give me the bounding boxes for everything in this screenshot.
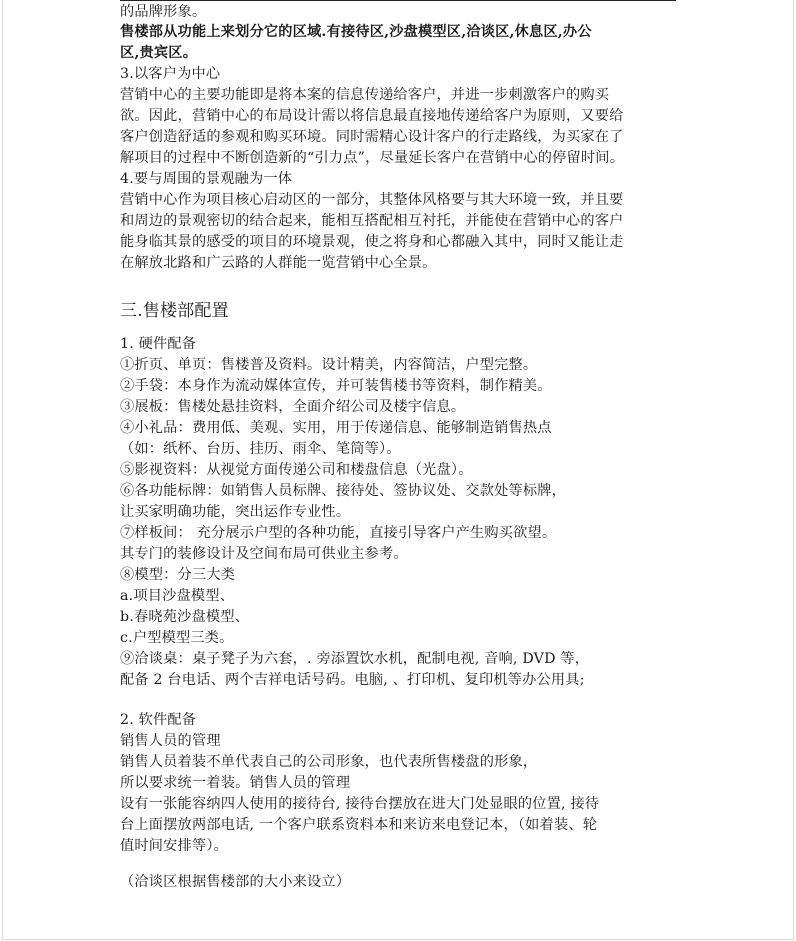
hardware-item: ②手袋：本身作为流动媒体宣传，并可装售楼书等资料，制作精美。 [120,378,552,394]
hardware-item: ⑤影视资料：从视觉方面传递公司和楼盘信息（光盘）。 [120,462,473,478]
software-title: 2. 软件配备 [120,712,197,728]
software-item: 销售人员的管理 [120,733,221,749]
point4-line: 营销中心作为项目核心启动区的一部分，其整体风格要与其大环境一致，并且要 [120,192,624,208]
hardware-item: ⑥各功能标牌：如销售人员标牌、接待处、签协议处、交款处等标牌， [120,483,567,499]
point3-line: 营销中心的主要功能即是将本案的信息传递给客户，并进一步刺激客户的购买 [120,87,610,103]
bold-line: 售楼部从功能上来划分它的区域.有接待区,沙盘模型区,洽谈区,休息区,办公 [120,24,592,40]
hardware-title: 1. 硬件配备 [120,336,197,352]
hardware-item: （如：纸杯、台历、挂历、雨伞、笔筒等）。 [120,441,401,457]
hardware-item: ③展板：售楼处悬挂资料，全面介绍公司及楼宇信息。 [120,399,466,415]
hardware-item: 让买家明确功能，突出运作专业性。 [120,504,351,520]
hardware-item: c.户型模型三类。 [120,630,234,646]
point4-line: 和周边的景观密切的结合起来，能相互搭配相互衬托，并能使在营销中心的客户 [120,213,624,229]
software-item: 销售人员着装不单代表自己的公司形象，也代表所售楼盘的形象， [120,754,538,770]
point4-title: 4.要与周围的景观融为一体 [120,171,293,187]
hardware-item: ⑦样板间： 充分展示户型的各种功能，直接引导客户产生购买欲望。 [120,525,557,541]
hardware-item: ①折页、单页：售楼普及资料。设计精美，内容简洁，户型完整。 [120,357,538,373]
point3-line: 欲。因此，营销中心的布局设计需以将信息最直接地传递给客户为原则，又要给 [120,108,624,124]
hardware-item: 配备 2 台电话、两个吉祥电话号码。电脑, 、打印机、复印机等办公用具; [120,672,585,688]
bold-line: 区,贵宾区。 [120,45,198,61]
software-item: 所以要求统一着装。销售人员的管理 [120,775,351,791]
hardware-item: b.春晓苑沙盘模型、 [120,609,250,625]
point4-line: 在解放北路和广云路的人群能一览营销中心全景。 [120,255,437,271]
top-rule [120,0,676,1]
section3-title: 三.售楼部配置 [120,301,229,321]
software-item: 值时间安排等）。 [120,838,229,854]
hardware-item: ④小礼品：费用低、美观、实用，用于传递信息、能够制造销售热点 [120,420,552,436]
software-note: （洽谈区根据售楼部的大小来设立） [120,874,351,890]
point3-title: 3.以客户为中心 [120,66,221,82]
hardware-item: 其专门的装修设计及空间布局可供业主参考。 [120,546,408,562]
point3-line: 解项目的过程中不断创造新的“引力点”，尽量延长客户在营销中心的停留时间。 [120,150,625,166]
brand-tail-line: 的品牌形象。 [120,4,207,20]
point4-line: 能身临其景的感受的项目的环境景观，使之将身和心都融入其中，同时又能让走 [120,234,624,250]
hardware-item: ⑧模型：分三大类 [120,567,236,583]
hardware-item: a.项目沙盘模型、 [120,588,235,604]
point3-line: 客户创造舒适的参观和购买环境。同时需精心设计客户的行走路线，为买家在了 [120,129,624,145]
hardware-item: ⑨洽谈桌：桌子凳子为六套，. 旁添置饮水机，配制电视, 音响, DVD 等， [120,651,590,667]
software-item: 设有一张能容纳四人使用的接待台, 接待台摆放在进大门处显眼的位置, 接待 [120,796,600,812]
software-item: 台上面摆放两部电话, 一个客户联系资料本和来访来电登记本，（如着装、轮 [120,817,598,833]
